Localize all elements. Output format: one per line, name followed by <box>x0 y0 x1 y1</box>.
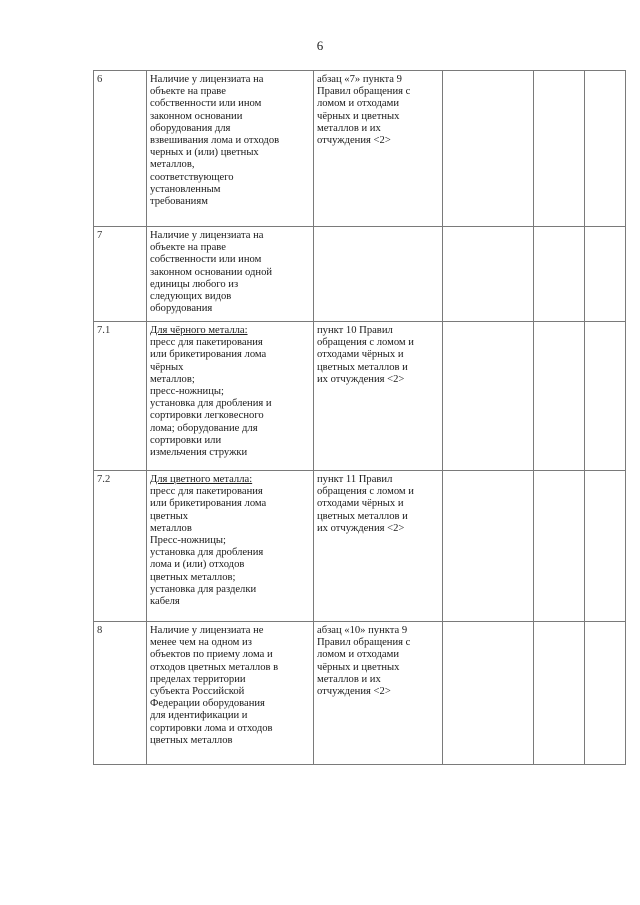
requirement-line: сортировки лома и отходов <box>150 722 273 734</box>
requirement-line: сортировки или <box>150 434 222 446</box>
requirement-line: Наличие у лицензиата не <box>150 625 264 636</box>
legal-reference-line: металлов и их <box>317 122 381 134</box>
legal-reference-line: чёрных и цветных <box>317 661 400 673</box>
table-row <box>94 471 626 622</box>
legal-reference-cell <box>314 622 443 765</box>
requirement-line: чёрных <box>150 361 184 373</box>
table-row <box>94 322 626 471</box>
requirement-line: металлов; <box>150 373 195 385</box>
requirement-line: лома и (или) отходов <box>150 559 245 571</box>
table-row <box>94 622 626 765</box>
requirement-line: Федерации оборудования <box>150 698 265 710</box>
legal-reference-line: Правил обращения с <box>317 637 411 649</box>
legal-reference-line: ломом и отходами <box>317 649 399 661</box>
requirement-line: установленным <box>150 183 221 195</box>
legal-reference-line: металлов и их <box>317 673 381 685</box>
requirement-cell <box>147 471 314 622</box>
legal-reference-cell <box>314 322 443 471</box>
table-row <box>94 227 626 322</box>
requirement-line: законном основании <box>150 110 243 122</box>
empty-cell-2 <box>534 71 585 227</box>
empty-cell-2 <box>534 471 585 622</box>
requirement-line: металлов <box>150 522 192 534</box>
legal-reference-cell <box>314 227 443 322</box>
requirement-line: черных и (или) цветных <box>150 147 259 159</box>
requirement-cell <box>147 622 314 765</box>
legal-reference-cell <box>314 71 443 227</box>
requirement-line: законном основании одной <box>150 266 273 278</box>
requirement-line: пресс-ножницы; <box>150 386 224 398</box>
requirement-line: соответствующего <box>150 171 234 183</box>
requirement-line: объекте на праве <box>150 242 226 254</box>
requirement-line: взвешивания лома и отходов <box>150 135 280 147</box>
requirement-line: для идентификации и <box>150 710 248 722</box>
row-number: 7.2 <box>94 471 147 622</box>
requirement-line: следующих видов <box>150 291 232 303</box>
legal-reference-line: Правил обращения с <box>317 86 411 98</box>
requirement-line: Наличие у лицензиата на <box>150 230 264 241</box>
page-number: 6 <box>316 38 324 53</box>
requirement-line: оборудования <box>150 303 213 315</box>
empty-cell-2 <box>534 322 585 471</box>
requirement-line: менее чем на одном из <box>150 637 252 649</box>
empty-cell-1 <box>443 322 534 471</box>
requirement-cell <box>147 71 314 227</box>
empty-cell-2 <box>534 622 585 765</box>
legal-reference-line: чёрных и цветных <box>317 110 400 122</box>
row-number: 8 <box>94 622 147 765</box>
requirement-line: цветных металлов; <box>150 571 236 583</box>
requirements-table <box>93 70 626 765</box>
requirement-line: цветных металлов <box>150 734 233 746</box>
requirement-line: пресс для пакетирования <box>150 337 263 349</box>
requirement-line: лома; оборудование для <box>150 422 258 434</box>
legal-reference-line: отходами чёрных и <box>317 498 404 510</box>
requirement-heading: Для цветного металла: <box>150 474 253 485</box>
requirement-line: объектов по приему лома и <box>150 649 273 661</box>
empty-cell-3 <box>585 471 626 622</box>
requirement-line: кабеля <box>150 596 180 608</box>
empty-cell-1 <box>443 227 534 322</box>
requirement-heading: Для чёрного металла: <box>150 325 248 336</box>
empty-cell-1 <box>443 71 534 227</box>
legal-reference-line: абзац «10» пункта 9 <box>317 625 408 636</box>
requirement-line: оборудования для <box>150 122 231 134</box>
requirement-line: требованиям <box>150 196 208 208</box>
legal-reference-line: абзац «7» пункта 9 <box>317 74 402 85</box>
legal-reference-cell <box>314 471 443 622</box>
legal-reference-line: обращения с ломом и <box>317 486 414 498</box>
requirement-line: Пресс-ножницы; <box>150 535 226 547</box>
requirement-line: или брикетирования лома <box>150 349 267 361</box>
requirement-line: цветных <box>150 510 189 522</box>
requirement-line: установка для дробления <box>150 547 264 559</box>
legal-reference-line: отчуждения <2> <box>317 686 391 698</box>
legal-reference-line: отчуждения <2> <box>317 135 391 147</box>
empty-cell-3 <box>585 71 626 227</box>
requirement-line: собственности или ином <box>150 98 262 110</box>
requirement-line: установка для дробления и <box>150 398 272 410</box>
requirement-line: собственности или ином <box>150 254 262 266</box>
row-number: 7 <box>94 227 147 322</box>
requirement-line: сортировки легковесного <box>150 410 264 422</box>
empty-cell-3 <box>585 322 626 471</box>
empty-cell-3 <box>585 227 626 322</box>
empty-cell-1 <box>443 471 534 622</box>
requirement-line: измельчения стружки <box>150 447 248 459</box>
row-number: 7.1 <box>94 322 147 471</box>
requirement-line: субъекта Российской <box>150 686 245 698</box>
empty-cell-3 <box>585 622 626 765</box>
legal-reference-line: обращения с ломом и <box>317 337 414 349</box>
empty-cell-1 <box>443 622 534 765</box>
requirement-line: металлов, <box>150 159 195 171</box>
requirement-line: объекте на праве <box>150 86 226 98</box>
legal-reference-line: цветных металлов и <box>317 361 408 373</box>
empty-cell-2 <box>534 227 585 322</box>
legal-reference-line: цветных металлов и <box>317 510 408 522</box>
legal-reference-line: пункт 11 Правил <box>317 474 393 485</box>
legal-reference-line: пункт 10 Правил <box>317 325 393 336</box>
requirement-line: единицы любого из <box>150 278 239 290</box>
requirement-line: или брикетирования лома <box>150 498 267 510</box>
row-number: 6 <box>94 71 147 227</box>
requirement-line: Наличие у лицензиата на <box>150 74 264 85</box>
legal-reference-line: их отчуждения <2> <box>317 522 405 534</box>
requirement-line: отходов цветных металлов в <box>150 661 279 673</box>
requirement-cell <box>147 227 314 322</box>
requirement-line: пресс для пакетирования <box>150 486 263 498</box>
requirement-line: установка для разделки <box>150 583 257 595</box>
legal-reference-line: отходами чёрных и <box>317 349 404 361</box>
legal-reference-line: их отчуждения <2> <box>317 373 405 385</box>
requirement-line: пределах территории <box>150 673 246 685</box>
requirement-cell <box>147 322 314 471</box>
table-row <box>94 71 626 227</box>
legal-reference-line: ломом и отходами <box>317 98 399 110</box>
